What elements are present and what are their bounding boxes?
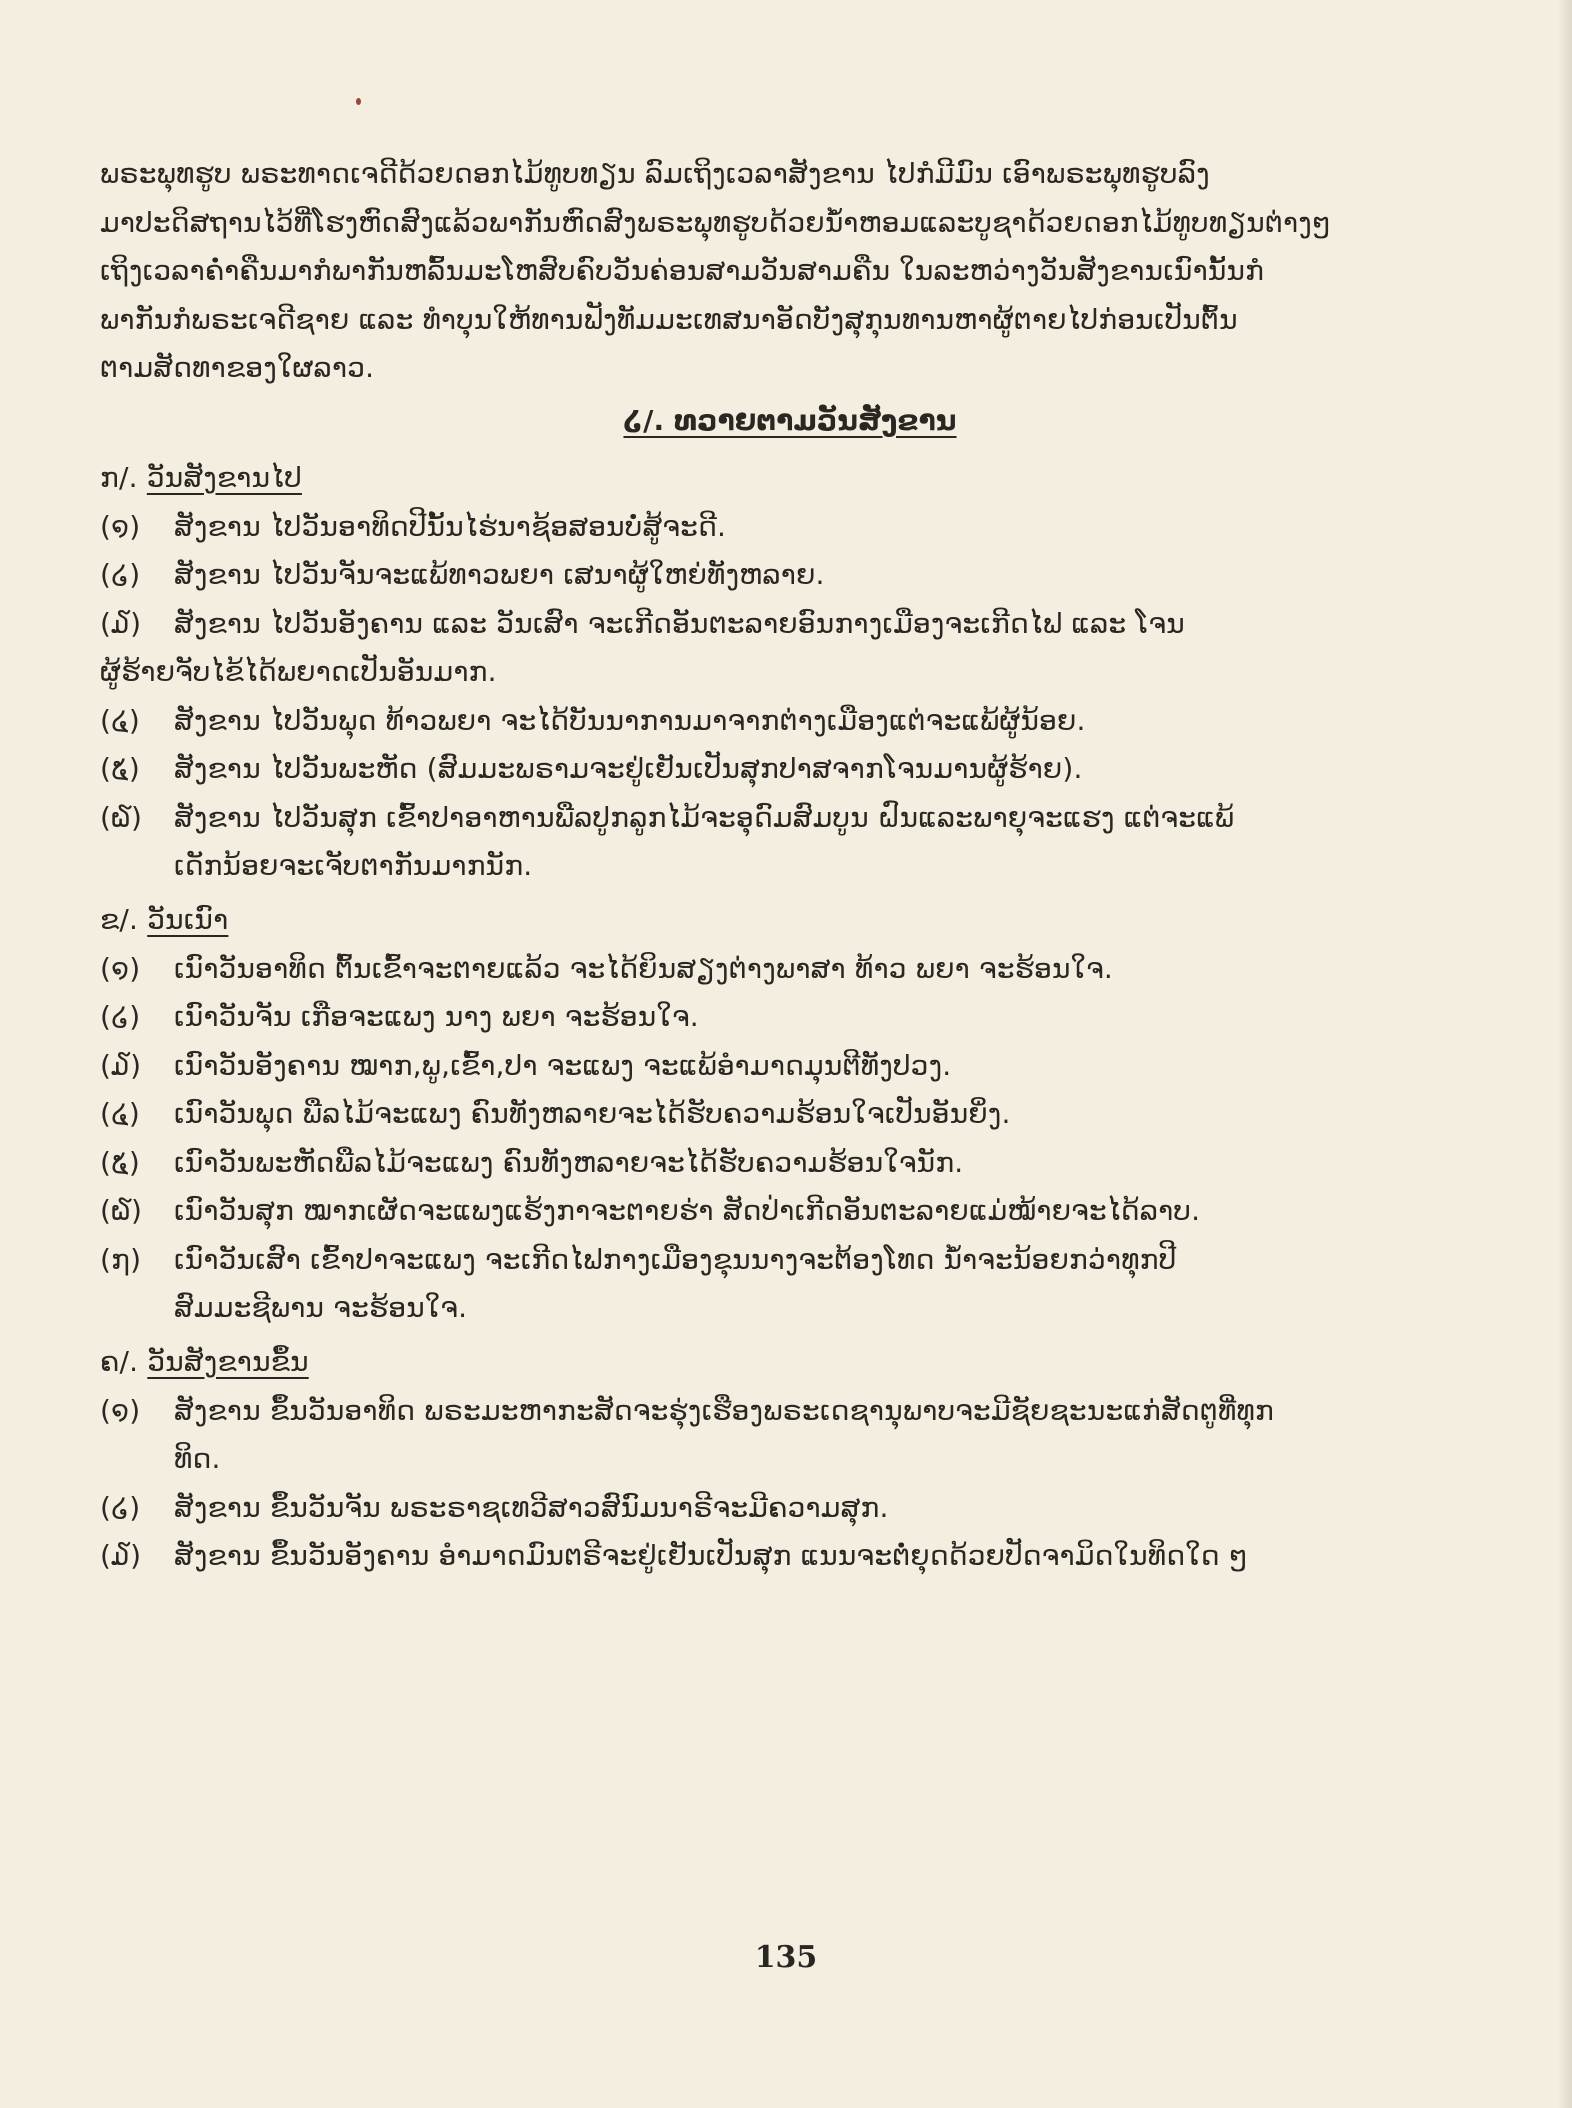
item-number: (໑)	[100, 509, 141, 543]
list-item	[100, 1387, 1480, 1484]
item-text: ທິດ.	[174, 1442, 221, 1475]
item-text: ສັງຂານ ຂຶ້ນວັນອາທິດ ພຣະມະຫາກະສັດຈະຮຸ່ງເຮືອງພຣະເດຊານຸພາບຈະມີຊັຍຊະນະແກ່ສັດຕູທີ່ທຸກ	[174, 1393, 1275, 1427]
subsection-title	[100, 895, 1480, 945]
item-number: (໔)	[100, 703, 140, 737]
item-text: ເນົາວັນພະຫັດພືລໄມ້ຈະແພງ ຄົນທັງຫລາຍຈະໄດ້ຮັບຄວາມຮ້ອນໃຈນັກ.	[174, 1145, 964, 1179]
list-item	[100, 1532, 1480, 1581]
list-item	[100, 1090, 1480, 1139]
list-item	[100, 1187, 1480, 1236]
subsection-title-text: ວັນສັງຂານຂຶ້ນ	[147, 1344, 309, 1378]
item-text: ເດັກນ້ອຍຈະເຈັບຕາກັນມາກນັກ.	[174, 849, 533, 882]
text-line: ມາປະດິສຖານໄວ້ທີ່ໂຮງຫົດສົງແລ້ວພາກັນຫົດສົງພຣະພຸທຮູບດ້ວຍນ້ຳຫອມແລະບູຊາດ້ວຍດອກໄມ້ທູບທຽນຕ່າງໆ	[100, 205, 1332, 239]
item-number: (໔)	[100, 1097, 140, 1130]
item-number: (໓)	[100, 1048, 142, 1082]
intro-paragraph	[100, 150, 1480, 393]
ink-speck	[356, 98, 361, 105]
list-item	[100, 1139, 1480, 1188]
page-content	[100, 150, 1480, 1581]
item-number: (໕)	[100, 752, 140, 785]
text-line: ພາກັນກໍພຣະເຈດີຊາຍ ແລະ ທຳບຸນໃຫ້ທານຟັງທັມມະເທສນາອັດບັງສຸກຸນທານຫາຜູ້ຕາຍໄປກ່ອນເປັນຕົ້ນ	[100, 302, 1238, 336]
section-kha	[100, 895, 1480, 1333]
subsection-label: ຂ/.	[100, 902, 139, 936]
item-number: (໓)	[100, 606, 142, 640]
section-ka	[100, 453, 1480, 891]
item-text: ສັງຂານ ໄປວັນຈັນຈະແພ້ທາວພຍາ ເສນາຜູ້ໃຫຍ່ທັງຫລາຍ.	[174, 558, 825, 591]
item-text: ເນົາວັນເສົາ ເຂົ້າປາຈະແພງ ຈະເກີດໄຟກາງເມືອງຂຸນນາງຈະຕ້ອງໂທດ ນ້ຳຈະນ້ອຍກວ່າທຸກປີ	[174, 1242, 1177, 1276]
item-text: ສັງຂານ ໄປວັນສຸກ ເຂົ້າປາອາຫານພືລປູກລູກໄມ້ຈະອຸດົມສົມບູນ ຝົນແລະພາຍຸຈະແຮງ ແຕ່ຈະແພ້	[174, 800, 1235, 834]
section-kho	[100, 1337, 1480, 1581]
subsection-title	[100, 1337, 1480, 1387]
item-text-wrap: ຜູ້ຮ້າຍຈັບໄຂ້ໄດ້ພຍາດເປັນອັນມາກ.	[100, 655, 497, 688]
item-number: (໒)	[100, 1000, 141, 1033]
subsection-title	[100, 453, 1480, 503]
item-number: (໓)	[100, 1539, 142, 1572]
item-number: (໒)	[100, 558, 141, 591]
item-number: (໖)	[100, 1194, 143, 1227]
list-item	[100, 600, 1480, 649]
item-text: ສັງຂານ ໄປວັນພຸດ ທ້າວພຍາ ຈະໄດ້ບັນນາການມາຈາກຕ່າງເມືອງແຕ່ຈະແພ້ຜູ້ນ້ອຍ.	[174, 703, 1086, 737]
item-text: ເນົາວັນອັງຄານ ໝາກ,ພູ,ເຂົ້າ,ປາ ຈະແພງ ຈະແພ້ອຳມາດມຸນຕີທັງປວງ.	[174, 1048, 952, 1082]
item-text: ສັງຂານ ຂຶ້ນວັນຈັນ ພຣະຣາຊເທວີສາວສົນົມນາຣີຈະມີຄວາມສຸກ.	[174, 1490, 889, 1524]
list-item	[100, 1484, 1480, 1533]
list-item	[100, 1042, 1480, 1091]
item-text: ເນົາວັນພຸດ ພືລໄມ້ຈະແພງ ຄົນທັງຫລາຍຈະໄດ້ຮັບຄວາມຮ້ອນໃຈເປັນອັນຍິ່ງ.	[174, 1097, 1011, 1130]
item-number: (໕)	[100, 1145, 140, 1179]
list-item	[100, 1236, 1480, 1333]
page-number: 135	[754, 1940, 818, 1975]
list-item	[100, 745, 1480, 794]
section-heading-text: ໒/. ທວາຍຕາມວັນສັງຂານ	[623, 403, 957, 437]
text-line: ຕາມສັດທາຂອງໃຜລາວ.	[100, 351, 375, 384]
item-text: ສັງຂານ ຂຶ້ນວັນອັງຄານ ອຳມາດມົນຕຣີຈະຢູ່ເຢັນເປັນສຸກ ແນນຈະຕໍ່ຍຸດດ້ວຍປັດຈາມິດໃນທິດໃດ ໆ	[174, 1539, 1248, 1572]
item-text: ສັງຂານ ໄປວັນອາທິດປີນັ້ນໄຮ່ນາຊ້ອສອນບໍ່ສູ້ຈະດີ.	[174, 509, 727, 543]
item-text: ສັງຂານ ໄປວັນພະຫັດ (ສົມມະພຣາມຈະຢູ່ເຢັນເປັນສຸກປາສຈາກໂຈນມານຜູ້ຮ້າຍ).	[174, 752, 1083, 785]
item-number: (໖)	[100, 800, 143, 834]
list-item	[100, 503, 1480, 552]
item-text: ເນົາວັນສຸກ ໝາກເຜັດຈະແພງແຮ້ງກາຈະຕາຍຮ່າ ສັດປ່າເກີດອັນຕະລາຍແມ່ໝ້າຍຈະໄດ້ລາບ.	[174, 1194, 1201, 1227]
item-text: ສັງຂານ ໄປວັນອັງຄານ ແລະ ວັນເສົາ ຈະເກີດອັນຕະລາຍອົນກາງເມືອງຈະເກີດໄຟ ແລະ ໂຈນ	[174, 606, 1185, 640]
item-text: ສົມມະຊີພານ ຈະຮ້ອນໃຈ.	[174, 1291, 468, 1324]
text-line: ເຖິງເວລາຄ່ຳຄືນມາກໍພາກັນຫລົ້ນມະໂຫສົບຄົບວັນຄ່ອນສາມວັນສາມຄືນ ໃນລະຫວ່າງວັນສັງຂານເນົານັ້ນກໍ	[100, 254, 1265, 287]
list-item	[100, 697, 1480, 746]
item-number: (໑)	[100, 1393, 141, 1427]
page-edge-shadow	[1558, 0, 1572, 2108]
list-item	[100, 794, 1480, 891]
section-heading	[100, 393, 1480, 449]
item-number: (໒)	[100, 1490, 141, 1524]
subsection-title-text: ວັນເນົາ	[147, 902, 229, 936]
subsection-label: ຄ/.	[100, 1344, 139, 1378]
text-line: ພຣະພຸທຮູບ ພຣະທາດເຈດີດ້ວຍດອກໄມ້ທູບທຽນ ລົມເຖິງເວລາສັງຂານ ໄປກໍມີມົນ ເອົາພຣະພຸທຮູບລົງ	[100, 157, 1210, 190]
list-item	[100, 551, 1480, 600]
list-item	[100, 993, 1480, 1042]
item-number: (໑)	[100, 951, 141, 985]
list-item	[100, 945, 1480, 994]
item-text: ເນົາວັນຈັນ ເກືອຈະແພງ ນາງ ພຍາ ຈະຮ້ອນໃຈ.	[174, 1000, 699, 1033]
subsection-title-text: ວັນສັງຂານໄປ	[146, 460, 302, 494]
subsection-label: ກ/.	[100, 460, 138, 494]
item-number: (໗)	[100, 1242, 142, 1276]
item-text: ເນົາວັນອາທິດ ຕົ້ນເຂົ້າຈະຕາຍແລ້ວ ຈະໄດ້ຍິນສຽງຕ່າງພາສາ ທ້າວ ພຍາ ຈະຮ້ອນໃຈ.	[174, 951, 1114, 985]
